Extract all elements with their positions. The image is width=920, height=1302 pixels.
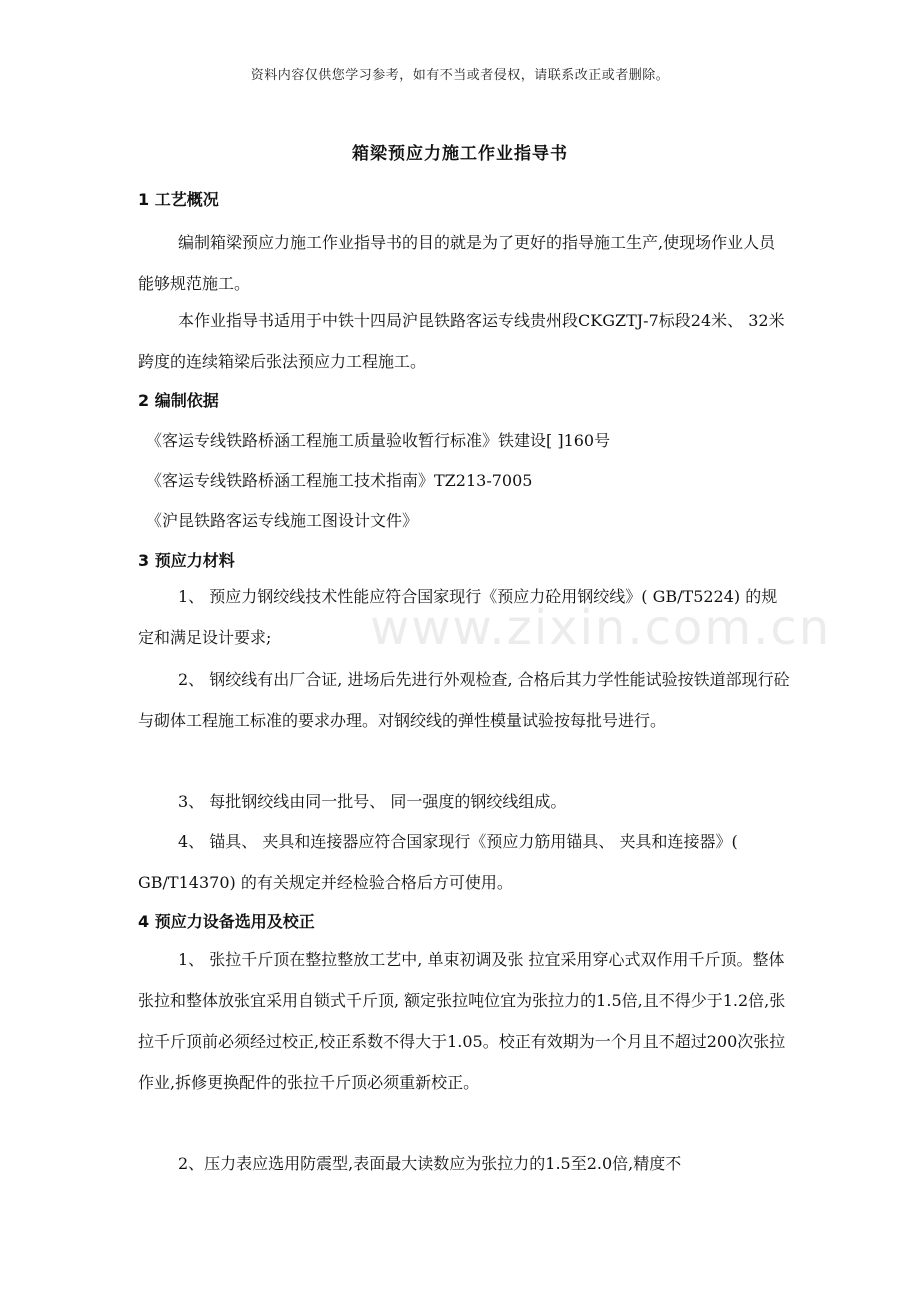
section-heading-2: 2 编制依据	[138, 391, 219, 410]
reference-item: 《客运专线铁路桥涵工程施工质量验收暂行标准》铁建设[ ]160号	[146, 431, 611, 450]
list-item: 4、 锚具、 夹具和连接器应符合国家现行《预应力筋用锚具、 夹具和连接器》( GB/T14370) 的有关规定并经检验合格后方可使用。	[138, 832, 738, 892]
list-item: 1、 张拉千斤顶在整拉整放工艺中, 单束初调及张 拉宜采用穿心式双作用千斤顶。整体张拉和整体放张宜采用自锁式千斤顶, 额定张拉吨位宜为张拉力的1.5倍,且不得少于1.2倍,张拉千斤顶前必须经过校正,校正系数不得大于1.05。校正有效期为一个月且不超过200次张拉作业,拆修更换配件的张拉千斤顶必须重新校正。	[138, 950, 786, 1092]
reference-item: 《客运专线铁路桥涵工程施工技术指南》TZ213-7005	[146, 471, 533, 490]
list-item: 2、 钢绞线有出厂合证, 进场后先进行外观检查, 合格后其力学性能试验按铁道部现行砼与砌体工程施工标准的要求办理。对钢绞线的弹性模量试验按每批号进行。	[138, 670, 790, 730]
document-title: 箱梁预应力施工作业指导书	[352, 144, 568, 164]
watermark: www.zixin.com.cn	[370, 600, 832, 656]
list-item: 1、 预应力钢绞线技术性能应符合国家现行《预应力砼用钢绞线》( GB/T5224) 的规定和满足设计要求;	[138, 587, 778, 647]
list-item: 2、压力表应选用防震型,表面最大读数应为张拉力的1.5至2.0倍,精度不	[178, 1154, 682, 1173]
paragraph: 本作业指导书适用于中铁十四局沪昆铁路客运专线贵州段CKGZTJ-7标段24米、 32米跨度的连续箱梁后张法预应力工程施工。	[138, 311, 785, 371]
section-heading-4: 4 预应力设备选用及校正	[138, 912, 315, 931]
section-heading-3: 3 预应力材料	[138, 551, 235, 570]
reference-item: 《沪昆铁路客运专线施工图设计文件》	[146, 511, 419, 530]
section-heading-1: 1 工艺概况	[138, 190, 219, 209]
paragraph: 编制箱梁预应力施工作业指导书的目的就是为了更好的指导施工生产,使现场作业人员能够规范施工。	[138, 233, 776, 293]
list-item: 3、 每批钢绞线由同一批号、 同一强度的钢绞线组成。	[178, 792, 567, 811]
header-note: 资料内容仅供您学习参考，如有不当或者侵权，请联系改正或者删除。	[250, 68, 670, 83]
